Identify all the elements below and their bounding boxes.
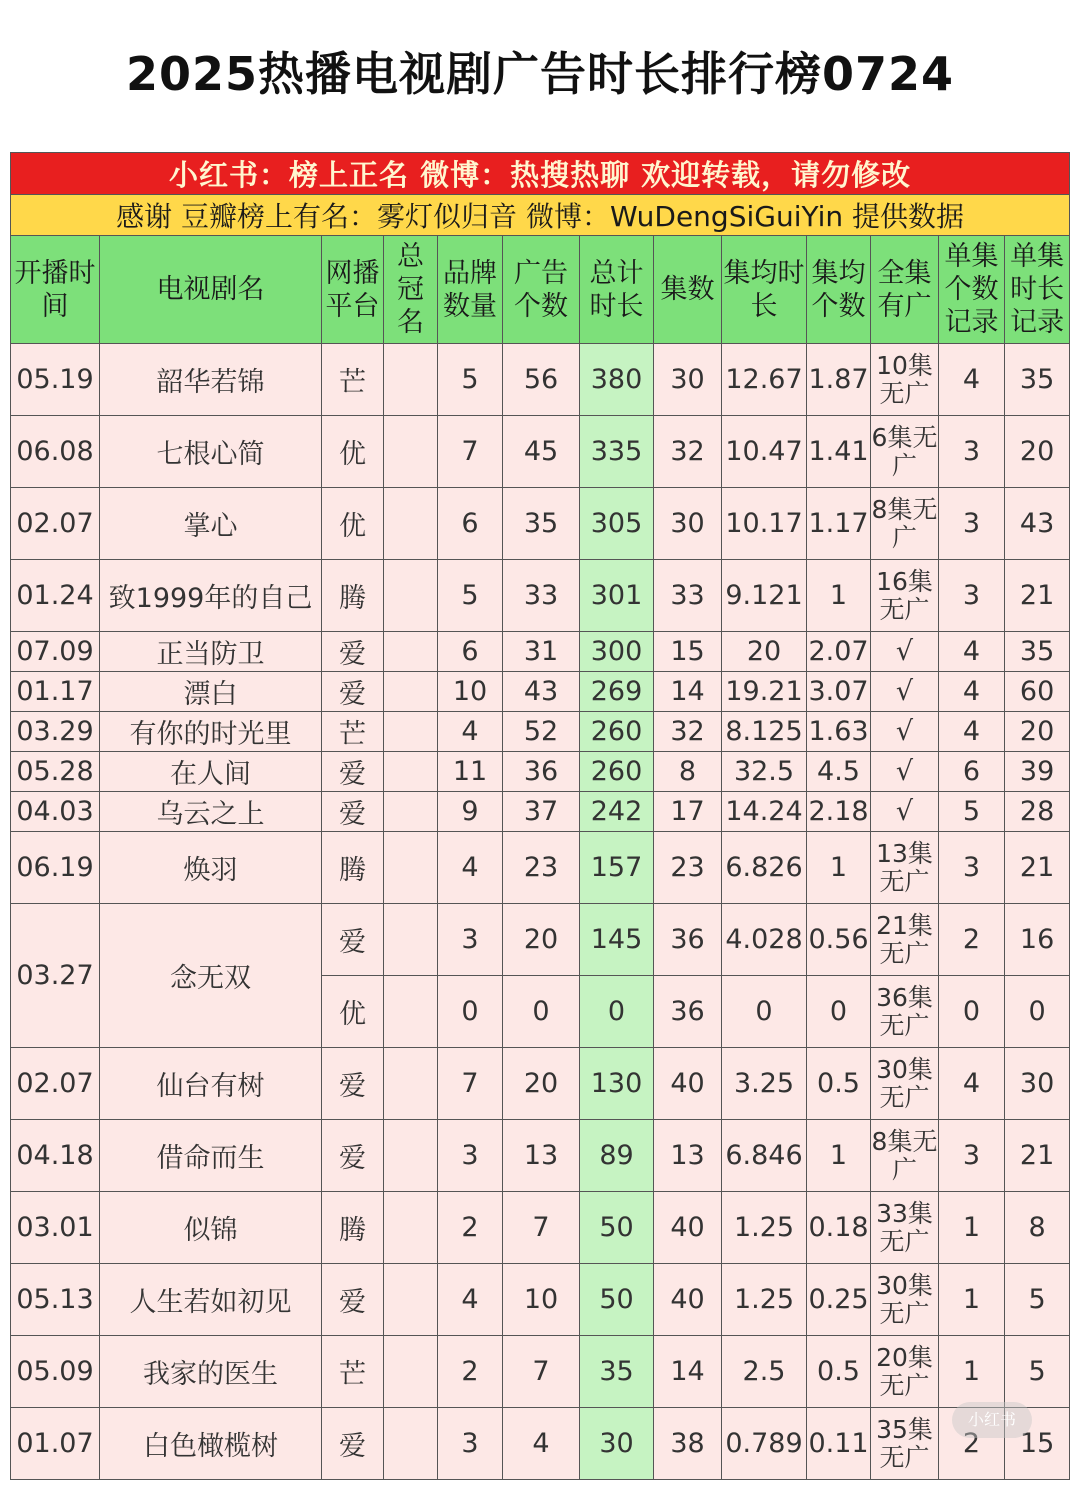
cell-brands: 6 <box>438 632 503 672</box>
cell-total: 157 <box>580 832 654 904</box>
header-record-count: 单集个数记录 <box>939 236 1005 344</box>
cell-record-duration: 60 <box>1005 672 1070 712</box>
cell-date: 02.07 <box>11 488 100 560</box>
cell-brands: 2 <box>438 1336 503 1408</box>
cell-total: 380 <box>580 344 654 416</box>
cell-avg-count: 0.5 <box>807 1336 871 1408</box>
cell-platform: 腾 <box>322 832 384 904</box>
cell-date: 05.19 <box>11 344 100 416</box>
cell-record-count: 5 <box>939 792 1005 832</box>
header-row <box>11 236 1070 344</box>
header-drama-name: 电视剧名 <box>100 236 322 344</box>
table-row <box>11 712 1070 752</box>
cell-platform: 爱 <box>322 1048 384 1120</box>
cell-drama-name: 乌云之上 <box>100 792 322 832</box>
cell-ads: 4 <box>503 1408 580 1480</box>
cell-sponsor <box>384 1336 438 1408</box>
cell-avg-duration: 19.21 <box>722 672 807 712</box>
cell-avg-duration: 12.67 <box>722 344 807 416</box>
cell-sponsor <box>384 632 438 672</box>
cell-sponsor <box>384 832 438 904</box>
cell-platform: 爱 <box>322 1408 384 1480</box>
cell-record-count: 3 <box>939 488 1005 560</box>
cell-date: 03.27 <box>11 904 100 1048</box>
cell-record-count: 3 <box>939 416 1005 488</box>
cell-platform: 爱 <box>322 1264 384 1336</box>
cell-total: 300 <box>580 632 654 672</box>
cell-drama-name: 正当防卫 <box>100 632 322 672</box>
cell-total: 130 <box>580 1048 654 1120</box>
cell-avg-duration: 10.17 <box>722 488 807 560</box>
cell-episodes: 36 <box>654 904 722 976</box>
cell-avg-count: 1.63 <box>807 712 871 752</box>
cell-ads: 13 <box>503 1120 580 1192</box>
table-row <box>11 752 1070 792</box>
header-episodes: 集数 <box>654 236 722 344</box>
cell-record-duration: 30 <box>1005 1048 1070 1120</box>
cell-avg-count: 1 <box>807 560 871 632</box>
cell-avg-duration: 3.25 <box>722 1048 807 1120</box>
cell-avg-count: 4.5 <box>807 752 871 792</box>
cell-total: 260 <box>580 752 654 792</box>
ranking-table-container <box>10 152 1069 1480</box>
cell-drama-name: 在人间 <box>100 752 322 792</box>
cell-record-count: 3 <box>939 1120 1005 1192</box>
ranking-table <box>10 152 1070 1480</box>
cell-sponsor <box>384 904 438 976</box>
cell-record-duration: 15 <box>1005 1408 1070 1480</box>
cell-platform: 腾 <box>322 1192 384 1264</box>
cell-avg-count: 3.07 <box>807 672 871 712</box>
cell-drama-name: 借命而生 <box>100 1120 322 1192</box>
cell-drama-name: 致1999年的自己 <box>100 560 322 632</box>
header-record-duration: 单集时长记录 <box>1005 236 1070 344</box>
cell-ads: 45 <box>503 416 580 488</box>
cell-platform: 爱 <box>322 792 384 832</box>
cell-record-count: 2 <box>939 904 1005 976</box>
cell-date: 03.01 <box>11 1192 100 1264</box>
cell-ads: 36 <box>503 752 580 792</box>
cell-avg-duration: 1.25 <box>722 1192 807 1264</box>
cell-drama-name: 念无双 <box>100 904 322 1048</box>
cell-episodes: 14 <box>654 672 722 712</box>
table-row <box>11 832 1070 904</box>
header-platform: 网播平台 <box>322 236 384 344</box>
cell-record-count: 3 <box>939 560 1005 632</box>
cell-avg-count: 0.11 <box>807 1408 871 1480</box>
cell-episodes: 30 <box>654 488 722 560</box>
cell-episodes: 13 <box>654 1120 722 1192</box>
cell-date: 07.09 <box>11 632 100 672</box>
cell-date: 05.09 <box>11 1336 100 1408</box>
cell-episodes: 36 <box>654 976 722 1048</box>
cell-record-duration: 16 <box>1005 904 1070 976</box>
cell-record-duration: 20 <box>1005 416 1070 488</box>
cell-brands: 3 <box>438 1408 503 1480</box>
cell-avg-count: 2.07 <box>807 632 871 672</box>
header-total-duration: 总计时长 <box>580 236 654 344</box>
table-row <box>11 344 1070 416</box>
cell-sponsor <box>384 1408 438 1480</box>
cell-avg-count: 0.25 <box>807 1264 871 1336</box>
cell-episodes: 40 <box>654 1192 722 1264</box>
cell-date: 06.08 <box>11 416 100 488</box>
header-ad-count: 广告个数 <box>503 236 580 344</box>
cell-record-duration: 21 <box>1005 560 1070 632</box>
cell-total: 335 <box>580 416 654 488</box>
cell-ads: 20 <box>503 904 580 976</box>
cell-avg-duration: 32.5 <box>722 752 807 792</box>
cell-sponsor <box>384 976 438 1048</box>
cell-brands: 2 <box>438 1192 503 1264</box>
cell-all-episodes: √ <box>871 632 939 672</box>
cell-sponsor <box>384 1120 438 1192</box>
cell-episodes: 14 <box>654 1336 722 1408</box>
cell-brands: 7 <box>438 1048 503 1120</box>
cell-record-duration: 20 <box>1005 712 1070 752</box>
table-row <box>11 672 1070 712</box>
cell-avg-count: 1.41 <box>807 416 871 488</box>
header-avg-duration: 集均时长 <box>722 236 807 344</box>
cell-platform: 爱 <box>322 904 384 976</box>
cell-avg-duration: 4.028 <box>722 904 807 976</box>
cell-record-duration: 8 <box>1005 1192 1070 1264</box>
cell-platform: 优 <box>322 416 384 488</box>
cell-episodes: 15 <box>654 632 722 672</box>
cell-all-episodes: 8集无广 <box>871 1120 939 1192</box>
cell-ads: 31 <box>503 632 580 672</box>
cell-brands: 3 <box>438 1120 503 1192</box>
cell-record-count: 4 <box>939 672 1005 712</box>
cell-episodes: 32 <box>654 712 722 752</box>
banner-credit: 感谢 豆瓣榜上有名：雾灯似归音 微博：WuDengSiGuiYin 提供数据 <box>11 195 1070 236</box>
cell-sponsor <box>384 560 438 632</box>
cell-date: 05.13 <box>11 1264 100 1336</box>
cell-total: 269 <box>580 672 654 712</box>
banner-top: 小红书：榜上正名 微博：热搜热聊 欢迎转载，请勿修改 <box>11 153 1070 195</box>
cell-all-episodes: 30集无广 <box>871 1048 939 1120</box>
cell-brands: 9 <box>438 792 503 832</box>
cell-record-count: 1 <box>939 1336 1005 1408</box>
cell-all-episodes: √ <box>871 672 939 712</box>
cell-record-count: 4 <box>939 632 1005 672</box>
cell-total: 260 <box>580 712 654 752</box>
cell-brands: 4 <box>438 832 503 904</box>
cell-drama-name: 仙台有树 <box>100 1048 322 1120</box>
cell-avg-count: 2.18 <box>807 792 871 832</box>
header-start-date: 开播时间 <box>11 236 100 344</box>
cell-episodes: 32 <box>654 416 722 488</box>
cell-all-episodes: √ <box>871 792 939 832</box>
cell-record-count: 1 <box>939 1192 1005 1264</box>
cell-platform: 芒 <box>322 344 384 416</box>
cell-episodes: 40 <box>654 1048 722 1120</box>
cell-ads: 10 <box>503 1264 580 1336</box>
cell-platform: 爱 <box>322 1120 384 1192</box>
table-row <box>11 1408 1070 1480</box>
cell-platform: 优 <box>322 976 384 1048</box>
cell-ads: 23 <box>503 832 580 904</box>
cell-sponsor <box>384 344 438 416</box>
cell-all-episodes: 36集无广 <box>871 976 939 1048</box>
cell-sponsor <box>384 1264 438 1336</box>
cell-brands: 11 <box>438 752 503 792</box>
watermark-badge: 小红书 <box>952 1402 1032 1438</box>
cell-brands: 4 <box>438 712 503 752</box>
cell-ads: 56 <box>503 344 580 416</box>
cell-brands: 0 <box>438 976 503 1048</box>
cell-all-episodes: 30集无广 <box>871 1264 939 1336</box>
table-row <box>11 1048 1070 1120</box>
table-row <box>11 1264 1070 1336</box>
table-row <box>11 488 1070 560</box>
cell-ads: 33 <box>503 560 580 632</box>
cell-sponsor <box>384 1048 438 1120</box>
cell-ads: 7 <box>503 1336 580 1408</box>
cell-total: 50 <box>580 1192 654 1264</box>
cell-total: 0 <box>580 976 654 1048</box>
cell-brands: 4 <box>438 1264 503 1336</box>
cell-sponsor <box>384 1192 438 1264</box>
cell-record-count: 4 <box>939 712 1005 752</box>
cell-brands: 7 <box>438 416 503 488</box>
cell-date: 01.17 <box>11 672 100 712</box>
cell-platform: 芒 <box>322 712 384 752</box>
cell-brands: 5 <box>438 344 503 416</box>
cell-avg-duration: 14.24 <box>722 792 807 832</box>
cell-record-duration: 5 <box>1005 1264 1070 1336</box>
cell-avg-count: 0.56 <box>807 904 871 976</box>
table-row <box>11 416 1070 488</box>
cell-episodes: 33 <box>654 560 722 632</box>
cell-date: 01.07 <box>11 1408 100 1480</box>
cell-drama-name: 漂白 <box>100 672 322 712</box>
table-row <box>11 1336 1070 1408</box>
cell-brands: 6 <box>438 488 503 560</box>
cell-total: 305 <box>580 488 654 560</box>
cell-drama-name: 韶华若锦 <box>100 344 322 416</box>
cell-ads: 20 <box>503 1048 580 1120</box>
cell-record-duration: 21 <box>1005 832 1070 904</box>
cell-record-count: 1 <box>939 1264 1005 1336</box>
cell-record-count: 0 <box>939 976 1005 1048</box>
cell-avg-count: 1.17 <box>807 488 871 560</box>
table-row <box>11 904 1070 976</box>
cell-drama-name: 掌心 <box>100 488 322 560</box>
cell-episodes: 23 <box>654 832 722 904</box>
cell-all-episodes: √ <box>871 752 939 792</box>
cell-avg-count: 1 <box>807 1120 871 1192</box>
cell-avg-count: 0.5 <box>807 1048 871 1120</box>
cell-platform: 爱 <box>322 672 384 712</box>
cell-date: 02.07 <box>11 1048 100 1120</box>
cell-record-count: 4 <box>939 1048 1005 1120</box>
cell-total: 301 <box>580 560 654 632</box>
cell-date: 04.18 <box>11 1120 100 1192</box>
cell-platform: 爱 <box>322 752 384 792</box>
cell-avg-duration: 9.121 <box>722 560 807 632</box>
cell-ads: 37 <box>503 792 580 832</box>
cell-sponsor <box>384 712 438 752</box>
cell-date: 03.29 <box>11 712 100 752</box>
cell-sponsor <box>384 672 438 712</box>
cell-avg-duration: 0.789 <box>722 1408 807 1480</box>
table-row <box>11 632 1070 672</box>
cell-episodes: 17 <box>654 792 722 832</box>
cell-record-duration: 21 <box>1005 1120 1070 1192</box>
header-avg-count: 集均个数 <box>807 236 871 344</box>
cell-sponsor <box>384 792 438 832</box>
cell-drama-name: 人生若如初见 <box>100 1264 322 1336</box>
cell-all-episodes: 6集无广 <box>871 416 939 488</box>
cell-record-count: 3 <box>939 832 1005 904</box>
cell-record-duration: 5 <box>1005 1336 1070 1408</box>
cell-sponsor <box>384 752 438 792</box>
cell-date: 04.03 <box>11 792 100 832</box>
cell-total: 242 <box>580 792 654 832</box>
cell-ads: 52 <box>503 712 580 752</box>
cell-all-episodes: 20集无广 <box>871 1336 939 1408</box>
cell-avg-duration: 1.25 <box>722 1264 807 1336</box>
cell-total: 35 <box>580 1336 654 1408</box>
cell-date: 06.19 <box>11 832 100 904</box>
cell-drama-name: 有你的时光里 <box>100 712 322 752</box>
cell-ads: 0 <box>503 976 580 1048</box>
table-row <box>11 1120 1070 1192</box>
cell-all-episodes: √ <box>871 712 939 752</box>
cell-all-episodes: 21集无广 <box>871 904 939 976</box>
cell-episodes: 8 <box>654 752 722 792</box>
cell-episodes: 38 <box>654 1408 722 1480</box>
cell-record-duration: 43 <box>1005 488 1070 560</box>
cell-episodes: 30 <box>654 344 722 416</box>
cell-avg-count: 0 <box>807 976 871 1048</box>
table-row <box>11 1192 1070 1264</box>
cell-record-duration: 35 <box>1005 344 1070 416</box>
cell-avg-duration: 6.826 <box>722 832 807 904</box>
cell-avg-duration: 8.125 <box>722 712 807 752</box>
cell-ads: 35 <box>503 488 580 560</box>
table-row <box>11 560 1070 632</box>
cell-ads: 43 <box>503 672 580 712</box>
cell-drama-name: 白色橄榄树 <box>100 1408 322 1480</box>
cell-record-count: 4 <box>939 344 1005 416</box>
cell-record-duration: 28 <box>1005 792 1070 832</box>
cell-platform: 芒 <box>322 1336 384 1408</box>
cell-platform: 优 <box>322 488 384 560</box>
cell-all-episodes: 33集无广 <box>871 1192 939 1264</box>
cell-avg-duration: 20 <box>722 632 807 672</box>
cell-record-count: 2 <box>939 1408 1005 1480</box>
cell-avg-duration: 0 <box>722 976 807 1048</box>
cell-all-episodes: 8集无广 <box>871 488 939 560</box>
cell-drama-name: 似锦 <box>100 1192 322 1264</box>
cell-all-episodes: 35集无广 <box>871 1408 939 1480</box>
cell-sponsor <box>384 488 438 560</box>
cell-episodes: 40 <box>654 1264 722 1336</box>
cell-avg-count: 1 <box>807 832 871 904</box>
cell-platform: 腾 <box>322 560 384 632</box>
cell-record-duration: 0 <box>1005 976 1070 1048</box>
cell-record-count: 6 <box>939 752 1005 792</box>
cell-all-episodes: 13集无广 <box>871 832 939 904</box>
header-brand-count: 品牌数量 <box>438 236 503 344</box>
cell-all-episodes: 10集无广 <box>871 344 939 416</box>
cell-avg-duration: 6.846 <box>722 1120 807 1192</box>
cell-sponsor <box>384 416 438 488</box>
header-all-episodes-ads: 全集有广 <box>871 236 939 344</box>
cell-total: 89 <box>580 1120 654 1192</box>
cell-drama-name: 七根心简 <box>100 416 322 488</box>
cell-brands: 10 <box>438 672 503 712</box>
cell-all-episodes: 16集无广 <box>871 560 939 632</box>
cell-platform: 爱 <box>322 632 384 672</box>
cell-total: 30 <box>580 1408 654 1480</box>
cell-total: 50 <box>580 1264 654 1336</box>
cell-avg-count: 0.18 <box>807 1192 871 1264</box>
cell-brands: 3 <box>438 904 503 976</box>
page-title: 2025热播电视剧广告时长排行榜0724 <box>125 47 955 101</box>
table-row <box>11 792 1070 832</box>
cell-avg-duration: 2.5 <box>722 1336 807 1408</box>
cell-total: 145 <box>580 904 654 976</box>
cell-brands: 5 <box>438 560 503 632</box>
cell-drama-name: 我家的医生 <box>100 1336 322 1408</box>
cell-avg-count: 1.87 <box>807 344 871 416</box>
header-sponsor: 总冠名 <box>384 236 438 344</box>
cell-record-duration: 39 <box>1005 752 1070 792</box>
cell-date: 05.28 <box>11 752 100 792</box>
cell-ads: 7 <box>503 1192 580 1264</box>
cell-record-duration: 35 <box>1005 632 1070 672</box>
cell-date: 01.24 <box>11 560 100 632</box>
cell-drama-name: 焕羽 <box>100 832 322 904</box>
cell-avg-duration: 10.47 <box>722 416 807 488</box>
